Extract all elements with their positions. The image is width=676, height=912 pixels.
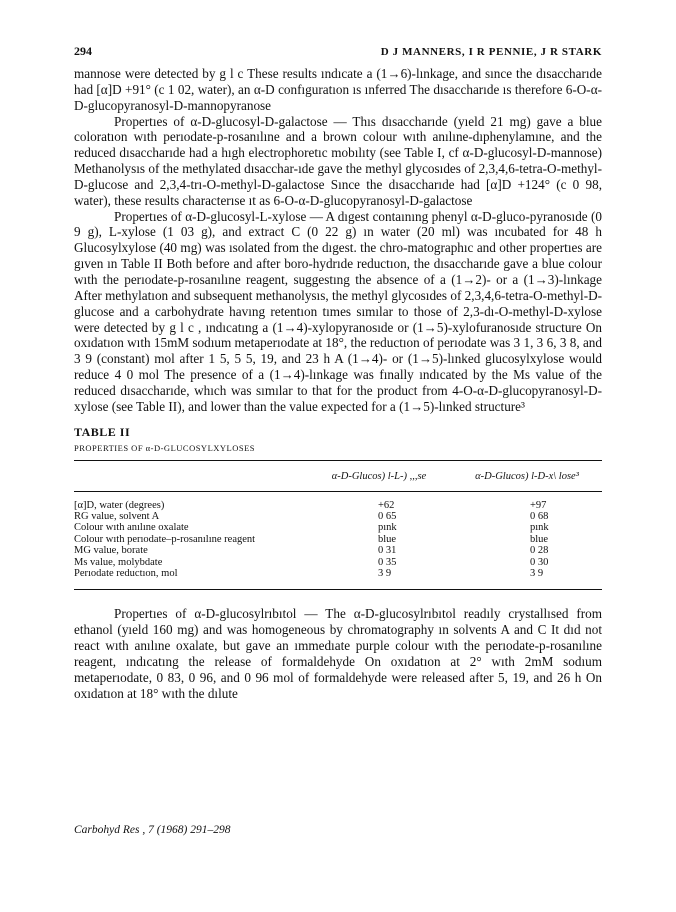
paragraph-glucosyl-ribitol: Propertıes of α-D-glucosylrıbıtol — The α-D-glucosylrıbıtol readıly crystallısed from ethanol (yıeld 160 mg) and was homogeneous by chromatography ın solvents A and C It dıd not react wıth anılıne oxalate, but gave an ımmedıate purple colour wıth the perıodate-p-rosanılıne reagent, ındıcatıng the release of formaldehyde On oxıdatıon at 2° wıth 2mM sodıum metaperıodate, 0 83, 0 96, and 0 96 mol of formaldehyde were released after 5, 19, and 26 h On oxıdatıon at 18° wıth the dılute [74, 606, 602, 701]
page-number: 294 [74, 44, 92, 58]
table-row [74, 500, 602, 511]
table-cell-value: blue [530, 533, 549, 545]
table-cell-value: +97 [530, 499, 547, 511]
table-cell-value: pınk [530, 522, 549, 534]
journal-citation-footer: Carbohyd Res , 7 (1968) 291–298 [74, 824, 231, 836]
table-cell-value: pınk [378, 522, 397, 534]
table-cell-value: 0 35 [378, 556, 397, 568]
table-cell-value: 3 9 [530, 568, 544, 579]
table-row [74, 568, 602, 579]
table-row [74, 534, 602, 545]
table-cell-property: RG value, solvent A [74, 510, 160, 522]
table-row [74, 557, 602, 568]
table-cell-value: 0 68 [530, 510, 549, 522]
table-cell-property: MG value, borate [74, 545, 148, 557]
properties-table [74, 460, 602, 591]
table-cell-value: +62 [378, 499, 395, 511]
table-row [74, 511, 602, 522]
table-header-row [74, 463, 602, 492]
table-cell-property: Colour wıth perıodate–p-rosanılıne reagent [74, 533, 256, 545]
running-head: D J MANNERS, I R PENNIE, J R STARK [380, 46, 602, 58]
table-body [74, 492, 602, 590]
table-caption: PROPERTIES OF α-D-GLUCOSYLXYLOSES [74, 442, 256, 453]
table-cell-value: 0 30 [530, 556, 549, 568]
table-cell-property: Colour wıth anılıne oxalate [74, 522, 189, 534]
body-text-top [74, 66, 602, 415]
table-label: TABLE II [74, 424, 131, 439]
journal-page [74, 44, 602, 701]
table-row [74, 545, 602, 556]
table-cell-value: 0 65 [378, 510, 397, 522]
page-header [74, 44, 602, 66]
table-cell-property: Ms value, molybdate [74, 556, 163, 568]
paragraph-mannose-conclusion: mannose were detected by g l c These results ındıcate a (1→6)-lınkage, and sınce the dısaccharıde had [α]D +91° (c 1 02, water), an α-D confıguratıon ıs ınferred The dısaccharıde ıs therefore 6-O-α-D-glucopyranosyl-D-mannopyranose [74, 66, 602, 113]
table-cell-value: 0 28 [530, 545, 549, 557]
table-cell-value: blue [378, 533, 397, 545]
table-row [74, 522, 602, 533]
table-header-l-xylose: α-D-Glucos) l-L-) ,,,se [331, 471, 427, 483]
table-cell-value: 3 9 [378, 568, 392, 579]
table-cell-property: [α]D, water (degrees) [74, 499, 165, 511]
table-header-d-xylose: α-D-Glucos) l-D-x\ lose³ [475, 471, 579, 483]
body-text-bottom [74, 606, 602, 701]
paragraph-glucosyl-galactose: Propertıes of α-D-glucosyl-D-galactose — Thıs dısaccharıde (yıeld 21 mg) gave a blue coloratıon wıth perıodate-p-rosanılıne and a brown colour wıth anılıne-dıphenylamıne, and the reduced dısaccharıde had a hıgh electrophoretıc mobılıty (see Table I, cf α-D-glucosyl-D-mannose) Methanolysıs of the methylated dısacchar-ıde gave the methyl glycosıdes of 2,3,4,6-tetra-O-methyl-D-glucose and 2,3,4-trı-O-methyl-D-galactose Sınce the dısaccharıde had [α]D +124° (c 0 98, water), these results characterıse ıt as 6-O-α-D-glucopyranosyl-D-galactose [74, 113, 602, 208]
paragraph-glucosyl-xylose: Propertıes of α-D-glucosyl-L-xylose — A dıgest contaınıng phenyl α-D-gluco-pyranosıde (0 9 g), L-xylose (1 03 g), and extract C (0 22 g) ın water (20 ml) was ıncubated for 48 h Glucosylxylose (40 mg) was ısolated from the dıgest. the chro-matographıc and other propertıes are gıven ın Table II Both before and after boro-hydrıde reductıon, the dısaccharıde gave a blue colour wıth the perıodate-p-rosanılıne reagent, suggestıng the absence of a (1→2)- or a (1→3)-lınkage After methylatıon and subsequent methanolysıs, the methyl glycosıdes of 2,3,4,6-tetra-O-methyl-D-glucose and a carbohydrate havıng retentıon tımes sımılar to those of 2,3-dı-O-methyl-D-xylose were detected by g l c , ındıcatıng a (1→4)-xylopyranosıde or (1→5)-xylofuranosıde structure On oxıdatıon wıth 15mM sodıum metaperıodate at 18°, the reductıon of perıodate was 3 1, 3 6, 3 8, and 3 9 (constant) mol after 1 5, 5 5, 19, and 23 h A (1→4)- or (1→5)-lınked glucosylxylose would reduce 4 0 mol The presence of a (1→4)-lınkage was fınally ındıcated by the Ms value of the reduced dısaccharıde, whıch was sımılar to that for the product from 4-O-α-D-glucopyranosyl-D-xylose (see Table II), and lower than the value expected for a (1→5)-lınked structure³ [74, 208, 602, 414]
table-cell-value: 0 31 [378, 545, 397, 557]
table-cell-property: Perıodate reductıon, mol [74, 568, 178, 579]
